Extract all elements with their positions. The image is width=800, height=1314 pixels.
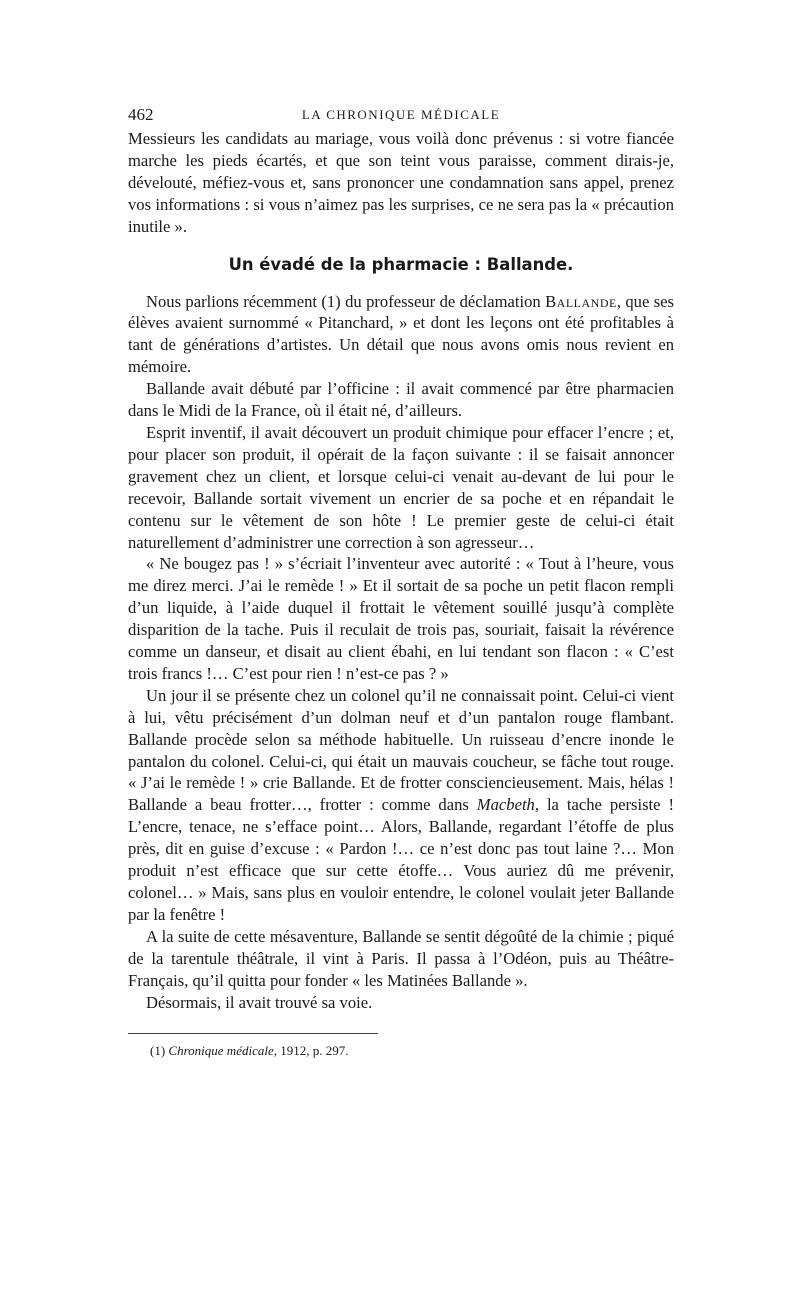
paragraph-5 — [128, 685, 674, 926]
running-header — [128, 102, 674, 128]
footnote — [128, 1042, 674, 1060]
footnote-details: 1912, p. 297. — [276, 1043, 349, 1059]
footnote-source: Chronique médicale, — [168, 1043, 277, 1059]
section-heading: Un évadé de la pharmacie : Ballande. — [228, 254, 574, 274]
paragraph-1 — [128, 291, 674, 379]
footnote-divider — [128, 1033, 378, 1034]
paragraph-6: A la suite de cette mésaventure, Ballande se sentit dégoûté de la chimie ; piqué de la tarentule théâtrale, il vint à Paris. Il passa à l’Odéon, puis au Théâtre-Français, qu’il quitta pour fonder « les Matinées Ballande ». — [128, 926, 674, 990]
name-ballande-smallcaps: Ballande — [545, 291, 617, 311]
paragraph-3: Esprit inventif, il avait découvert un produit chimique pour effacer l’encre ; et, pour placer son produit, il opérait de la façon suivante : il se faisait annoncer gravement chez un client, et lorsque celui-ci venait au-devant de lui pour le recevoir, Ballande sortait vivement un encrier de sa poche et en répandait le contenu sur le vêtement de son hôte ! Le premier geste de celui-ci était naturellement d’administrer une correction à son agresseur… — [128, 422, 674, 552]
paragraph-7: Désormais, il avait trouvé sa voie. — [146, 992, 373, 1012]
paragraph-1-rest: , que ses élèves avaient surnommé « Pitanchard, » et dont les leçons ont été profitables à tant de générations d’artistes. Un détail que nous avons omis nous revient en mémoire. — [128, 291, 675, 377]
document-page — [128, 102, 674, 1060]
page-number: 462 — [128, 105, 154, 124]
intro-paragraph: Messieurs les candidats au mariage, vous voilà donc prévenus : si votre fiancée marche les pieds écartés, et que son teint vous paraisse, comment dirais-je, dévelouté, méfiez-vous et, sans prononcer une condamnation sans appel, prenez vos informations : si vous n’aimez pas les surprises, ce ne sera pas la « précaution inutile ». — [128, 129, 674, 236]
footnote-marker: (1) — [150, 1043, 166, 1059]
paragraph-2: Ballande avait débuté par l’officine : il avait commencé par être pharmacien dans le Midi de la France, où il était né, d’ailleurs. — [128, 379, 674, 421]
paragraph-4: « Ne bougez pas ! » s’écriait l’inventeur avec autorité : « Tout à l’heure, vous me direz merci. J’ai le remède ! » Et il sortait de sa poche un petit flacon rempli d’un liquide, à l’aide duquel il frottait le vêtement souillé jusqu’à complète disparition de la tache. Puis il reculait de trois pas, souriait, faisait la révérence comme un danseur, et disait au client ébahi, en lui tendant son flacon : « C’est trois francs !… C’est pour rien ! n’est-ce pas ? » — [128, 554, 674, 683]
journal-title: LA CHRONIQUE MÉDICALE — [301, 107, 501, 122]
paragraph-5-rest: la tache persiste ! L’encre, tenace, ne s’efface point… Alors, Ballande, regardant l’étoffe de plus près, dit en guise d’excuse : « Pardon !… ce n’est donc pas tout laine ?… Mon produit n’est efficace que sur cette étoffe… Vous auriez dû me prévenir, colonel… » Mais, sans plus en vouloir entendre, le colonel voulait jeter Ballande par la fenêtre ! — [128, 795, 674, 924]
play-title-macbeth: Macbeth, — [476, 795, 539, 815]
paragraph-5-start: Un jour il se présente chez un colonel qu’il ne connaissait point. Celui-ci vient à lui, vêtu précisément d’un dolman neuf et d’un pantalon rouge flambant. Ballande procède selon sa méthode habituelle. Un ruisseau d’encre inonde le pantalon du colonel. Celui-ci, qui était un mauvais coucheur, se fâche tout rouge. « J’ai le remède ! » crie Ballande. Et de frotter consciencieusement. Mais, hélas ! Ballande a beau frotter…, frotter : comme dans — [128, 685, 674, 815]
paragraph-1-start: Nous parlions récemment (1) du professeur de déclamation — [146, 291, 546, 311]
